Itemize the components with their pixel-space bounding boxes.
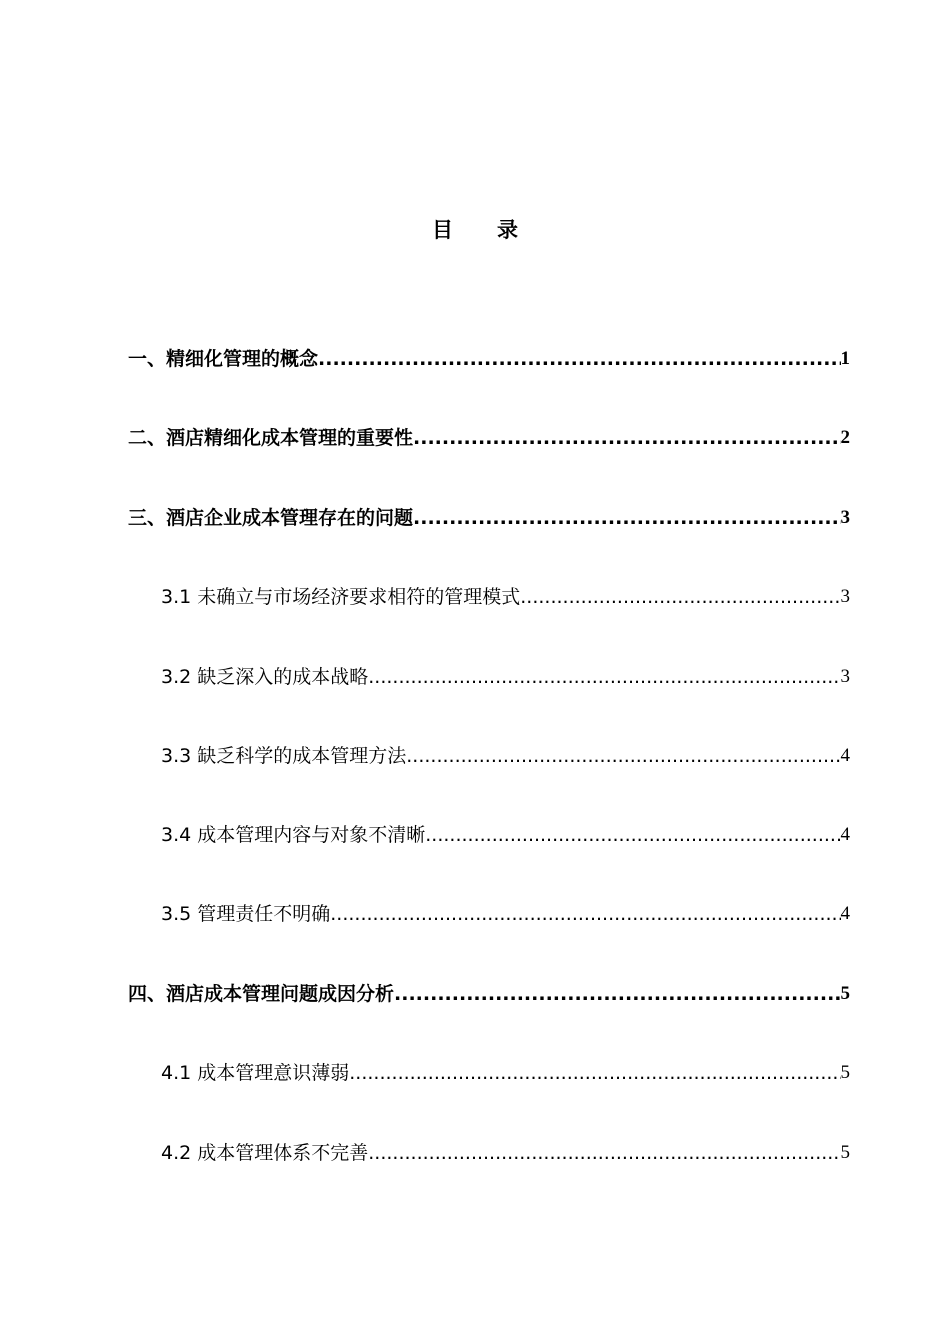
toc-entry-text: 3.5 管理责任不明确 [161, 903, 331, 925]
toc-entry[interactable] [161, 1138, 850, 1168]
toc-page-number: 5 [840, 1142, 850, 1163]
toc-entry-text: 一、精细化管理的概念 [128, 348, 319, 370]
toc-page-number: 3 [840, 507, 850, 528]
toc-entry[interactable] [161, 741, 850, 771]
toc-dot-leader [368, 662, 840, 692]
toc-entry[interactable] [128, 979, 850, 1009]
toc-page-number: 3 [840, 586, 850, 607]
toc-entry[interactable] [161, 820, 850, 850]
toc-dot-leader [349, 1058, 840, 1088]
toc-entry[interactable] [161, 582, 850, 612]
toc-dot-leader [413, 423, 840, 453]
toc-dot-leader [406, 741, 840, 771]
toc-page-number: 5 [840, 1062, 850, 1083]
toc-entry-text: 3.2 缺乏深入的成本战略 [161, 666, 369, 688]
toc-dot-leader [318, 344, 840, 374]
toc-dot-leader [425, 820, 840, 850]
toc-page-number: 5 [840, 983, 850, 1004]
toc-entry-text: 四、酒店成本管理问题成因分析 [128, 983, 395, 1005]
toc-entry-text: 二、酒店精细化成本管理的重要性 [128, 427, 414, 449]
toc-entry-text: 4.2 成本管理体系不完善 [161, 1142, 369, 1164]
toc-title-char-1: 目 [432, 218, 453, 242]
toc-dot-leader [413, 503, 840, 533]
toc-title [0, 214, 950, 244]
toc-entry[interactable] [161, 1058, 850, 1088]
toc-entry-text: 3.4 成本管理内容与对象不清晰 [161, 824, 426, 846]
toc-entry[interactable] [128, 423, 850, 453]
toc-dot-leader [368, 1138, 840, 1168]
toc-entry[interactable] [128, 344, 850, 374]
toc-entry-text: 4.1 成本管理意识薄弱 [161, 1062, 350, 1084]
toc-entry-text: 三、酒店企业成本管理存在的问题 [128, 507, 414, 529]
toc-page-number: 3 [840, 666, 850, 687]
toc-title-char-2: 录 [497, 218, 518, 242]
toc-entry-text: 3.1 未确立与市场经济要求相符的管理模式 [161, 586, 521, 608]
toc-page-number: 2 [840, 427, 850, 448]
toc-page-number: 4 [840, 745, 850, 766]
toc-page-number: 4 [840, 903, 850, 924]
toc-dot-leader [330, 899, 840, 929]
toc-entry[interactable] [161, 899, 850, 929]
toc-entry-text: 3.3 缺乏科学的成本管理方法 [161, 745, 407, 767]
toc-page-number: 4 [840, 824, 850, 845]
toc-entry[interactable] [128, 503, 850, 533]
toc-page-number: 1 [840, 348, 850, 369]
toc-dot-leader [394, 979, 840, 1009]
toc-dot-leader [520, 582, 840, 612]
toc-entry[interactable] [161, 662, 850, 692]
